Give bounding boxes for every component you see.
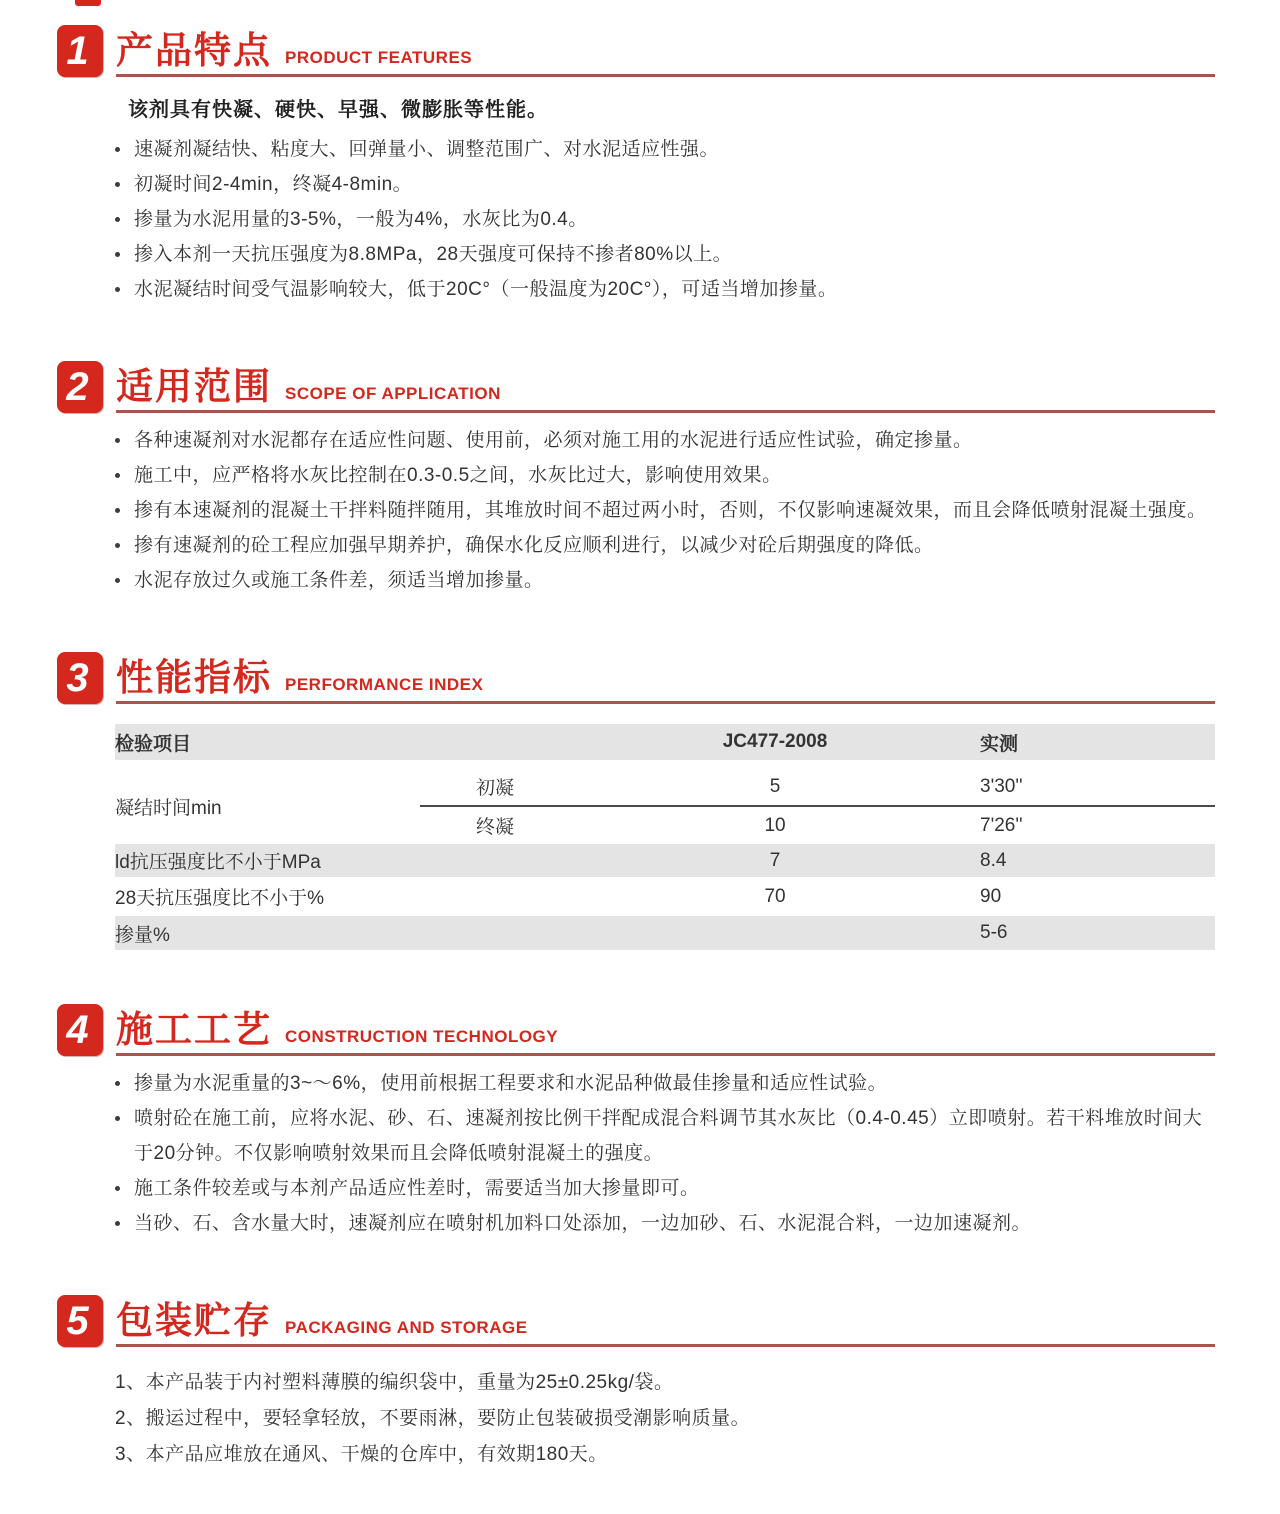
section-number-badge: 5: [57, 1295, 103, 1347]
cell-row-standard: 7: [570, 844, 980, 880]
section-header: [57, 25, 1215, 77]
section-product-features: [57, 25, 1215, 307]
section-title-en: PERFORMANCE INDEX: [285, 675, 484, 695]
header-cell-item: 检验项目: [115, 724, 570, 768]
header-cell-standard: JC477-2008: [570, 724, 980, 768]
cell-row-label: 28天抗压强度比不小于%: [115, 880, 570, 916]
section-header: [57, 652, 1215, 704]
section-title-en: SCOPE OF APPLICATION: [285, 384, 501, 404]
bullet-item: 掺量为水泥用量的3-5%，一般为4%，水灰比为0.4。: [113, 202, 1215, 237]
cell-row-measured: 8.4: [980, 844, 1215, 880]
table-row-28d-strength: [115, 880, 1215, 916]
cell-final-standard: 10: [570, 805, 980, 844]
cell-row-measured: 5-6: [980, 916, 1215, 950]
bullet-item: 喷射砼在施工前，应将水泥、砂、石、速凝剂按比例干拌配成混合料调节其水灰比（0.4-0.45）立即喷射。若干料堆放时间大于20分钟。不仅影响喷射效果而且会降低喷射混凝土的强度。: [113, 1101, 1215, 1171]
bullet-item: 当砂、石、含水量大时，速凝剂应在喷射机加料口处添加，一边加砂、石、水泥混合料，一边加速凝剂。: [113, 1206, 1215, 1241]
bullet-item: 各种速凝剂对水泥都存在适应性问题、使用前，必须对施工用的水泥进行适应性试验，确定掺量。: [113, 423, 1215, 458]
bullet-item: 施工条件较差或与本剂产品适应性差时，需要适当加大掺量即可。: [113, 1171, 1215, 1206]
section-number-badge: 3: [57, 652, 103, 704]
cell-row-measured: 90: [980, 880, 1215, 916]
section-performance-index: [57, 652, 1215, 950]
numbered-item: 1、本产品装于内衬塑料薄膜的编织袋中，重量为25±0.25kg/袋。: [115, 1372, 674, 1393]
section-title-en: PRODUCT FEATURES: [285, 48, 473, 68]
section-title-en: CONSTRUCTION TECHNOLOGY: [285, 1027, 559, 1047]
table-header-row: [115, 724, 1215, 768]
cell-row-standard: [570, 916, 980, 950]
section-title-cn: 施工工艺: [116, 1009, 272, 1051]
section-packaging-and-storage: [57, 1295, 1215, 1473]
bullet-item: 掺有本速凝剂的混凝土干拌料随拌随用，其堆放时间不超过两小时，否则，不仅影响速凝效果，而且会降低喷射混凝土强度。: [113, 493, 1215, 528]
section-number-badge: 2: [57, 361, 103, 413]
scope-bullet-list: [113, 423, 1215, 598]
section-header: [57, 361, 1215, 413]
bullet-item: 掺量为水泥重量的3~～6%，使用前根据工程要求和水泥品种做最佳掺量和适应性试验。: [113, 1066, 1215, 1101]
numbered-item: 2、搬运过程中，要轻拿轻放，不要雨淋，要防止包装破损受潮影响质量。: [115, 1408, 751, 1429]
section-scope-of-application: [57, 361, 1215, 598]
section-number-badge: 4: [57, 1004, 103, 1056]
cell-row-label: ld抗压强度比不小于MPa: [115, 844, 570, 880]
cell-setting-time-label: 凝结时间min: [115, 768, 420, 844]
bullet-item: 速凝剂凝结快、粘度大、回弹量小、调整范围广、对水泥适应性强。: [113, 132, 1215, 167]
section-construction-technology: [57, 1004, 1215, 1241]
section-number-badge: 1: [57, 25, 103, 77]
section-title-cn: 性能指标: [116, 657, 272, 699]
section-title-cn: 产品特点: [116, 30, 272, 72]
section-title-underline: [116, 1300, 1215, 1347]
section-title-underline: [116, 366, 1215, 413]
packaging-numbered-list: [115, 1365, 1215, 1473]
cell-final-measured: 7'26'': [980, 805, 1215, 844]
header-cell-measured: 实测: [980, 724, 1215, 768]
table-row-1d-strength: [115, 844, 1215, 880]
numbered-item: 3、本产品应堆放在通风、干燥的仓库中，有效期180天。: [115, 1444, 608, 1465]
cell-row-label: 掺量%: [115, 916, 570, 950]
cell-final-label: 终凝: [420, 805, 570, 844]
section-title-underline: [116, 30, 1215, 77]
section-header: [57, 1004, 1215, 1056]
cell-initial-standard: 5: [570, 768, 980, 805]
table-row-initial-setting: [115, 768, 1215, 805]
section-title-underline: [116, 1009, 1215, 1056]
section-title-cn: 包装贮存: [116, 1300, 272, 1342]
feature-bullet-list: [113, 132, 1215, 307]
bullet-item: 施工中，应严格将水灰比控制在0.3-0.5之间，水灰比过大，影响使用效果。: [113, 458, 1215, 493]
cell-row-standard: 70: [570, 880, 980, 916]
construction-bullet-list: [113, 1066, 1215, 1241]
table-row-dosage: [115, 916, 1215, 950]
section-title-en: PACKAGING AND STORAGE: [285, 1318, 528, 1338]
bullet-item: 初凝时间2-4min，终凝4-8min。: [113, 167, 1215, 202]
bullet-item: 掺有速凝剂的砼工程应加强早期养护，确保水化反应顺利进行，以减少对砼后期强度的降低。: [113, 528, 1215, 563]
bullet-item: 水泥凝结时间受气温影响较大，低于20C°（一般温度为20C°），可适当增加掺量。: [113, 272, 1215, 307]
cell-initial-measured: 3'30'': [980, 768, 1215, 805]
section-title-cn: 适用范围: [116, 366, 272, 408]
cell-initial-label: 初凝: [420, 768, 570, 805]
performance-index-table: [115, 724, 1215, 950]
section-title-underline: [116, 657, 1215, 704]
bullet-item: 掺入本剂一天抗压强度为8.8MPa，28天强度可保持不掺者80%以上。: [113, 237, 1215, 272]
bullet-item: 水泥存放过久或施工条件差，须适当增加掺量。: [113, 563, 1215, 598]
top-edge-decorative-fragment: [75, 0, 101, 6]
product-intro-line: 该剂具有快凝、硬快、早强、微膨胀等性能。: [128, 99, 548, 121]
section-header: [57, 1295, 1215, 1347]
